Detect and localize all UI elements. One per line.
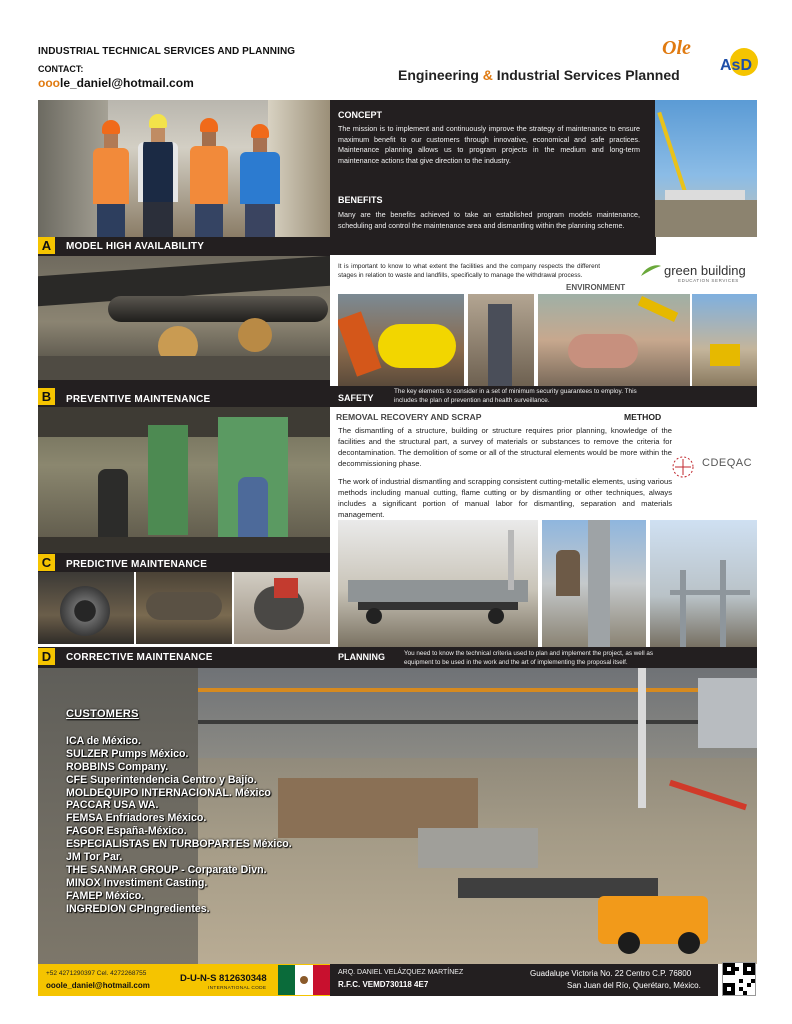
customer-item: JM Tor Par. <box>66 851 123 864</box>
tagline-part-b: Industrial Services Planned <box>492 67 680 83</box>
predictive-photo-2 <box>136 572 232 644</box>
footer-phones: +52 4271290397 Cel. 4272268755 <box>46 970 147 977</box>
band-b-letter: B <box>38 388 55 405</box>
environment-label: ENVIRONMENT <box>566 283 626 292</box>
email-rest: le_daniel@hotmail.com <box>60 76 194 90</box>
drill-press-photo <box>38 407 330 553</box>
logo-sub: AsD <box>720 57 753 74</box>
duns-intl-code: INTERNATIONAL CODE <box>208 986 267 991</box>
logo-text: Ole <box>662 37 691 59</box>
safety-label: SAFETY <box>338 393 374 403</box>
customer-item: MINOX Investiment Casting. <box>66 876 208 889</box>
green-logo-text: green building <box>664 263 746 278</box>
customer-item: MOLDEQUIPO INTERNACIONAL. México <box>66 786 271 799</box>
customers-title: CUSTOMERS <box>66 708 139 720</box>
band-d-label: CORRECTIVE MAINTENANCE <box>66 652 213 663</box>
scrap-truck-photo <box>338 520 538 647</box>
pipes-photo <box>38 256 330 388</box>
customer-item: ICA de México. <box>66 734 141 747</box>
email-prefix: ooo <box>38 76 60 90</box>
company-name: INDUSTRIAL TECHNICAL SERVICES AND PLANNING <box>38 46 296 57</box>
customer-item: INGREDION CPIngredientes. <box>66 902 210 915</box>
concept-title: CONCEPT <box>338 110 383 120</box>
header-email[interactable] <box>38 76 194 90</box>
crane-photo <box>655 100 757 237</box>
safety-text: The key elements to consider in a set of minimum security guarantees to employ. This includes the plan of prevention and health surveillance. <box>394 388 637 404</box>
customer-item: ROBBINS Company. <box>66 760 169 773</box>
environment-intro: It is important to know to what extent the facilities and the company respects the different stages in relation to waste and landfills, specifically to manage the withdrawal process. <box>338 263 600 279</box>
benefits-text: Many are the benefits achieved to take an established program models maintenance, scheduling and control the maintenance area and dismantling within the planning scheme. <box>338 210 640 230</box>
cdeqac-logo <box>668 452 758 482</box>
green-logo-sub: EDUCATION SERVICES <box>678 278 739 283</box>
footer-name: ARQ. DANIEL VELÁZQUEZ MARTÍNEZ <box>338 969 464 976</box>
customer-item: PACCAR USA WA. <box>66 799 159 812</box>
customer-item: FAGOR España-México. <box>66 825 187 838</box>
footer-address-1: Guadalupe Victoria No. 22 Centro C.P. 76800 <box>530 969 692 978</box>
steel-worker-photo <box>542 520 646 647</box>
qr-code-icon[interactable] <box>722 962 756 996</box>
contact-label: CONTACT: <box>38 64 84 74</box>
env-photo-3 <box>538 294 690 386</box>
leaf-icon <box>640 264 662 278</box>
planning-label: PLANNING <box>338 652 385 662</box>
method-label: METHOD <box>624 412 662 422</box>
tagline-amp: & <box>482 67 493 83</box>
band-a-label: MODEL HIGH AVAILABILITY <box>66 241 205 252</box>
footer-email[interactable]: ooole_daniel@hotmail.com <box>46 981 150 990</box>
customer-item: FEMSA Enfriadores México. <box>66 812 207 825</box>
concept-text: The mission is to implement and continuously improve the strategy of maintenance to ensure maximum benefit to our customers through innovative, economical and safe practices. Maintenance planning allows us to program projects in the medium and long-term maintenance actions that give direction to the industry. <box>338 124 640 165</box>
company-logo <box>660 36 760 80</box>
customer-item: FAMEP México. <box>66 889 145 902</box>
band-a-letter: A <box>38 237 55 254</box>
predictive-photo-1 <box>38 572 134 644</box>
planning-text: You need to know the technical criteria used to plan and implement the project, as well as equipment to be used in the work and the art of implementing the proposal itself. <box>404 650 653 666</box>
customer-item: CFE Superintendencia Centro y Bajío. <box>66 773 257 786</box>
steel-frame-photo <box>650 520 757 647</box>
env-photo-1 <box>338 294 464 386</box>
customers-list <box>66 708 292 916</box>
benefits-title: BENEFITS <box>338 195 383 205</box>
env-photo-4 <box>692 294 757 386</box>
duns-number: D-U-N-S 812630348 <box>180 973 267 984</box>
green-building-logo <box>638 262 758 286</box>
mexico-flag-icon <box>278 965 330 995</box>
band-d-letter: D <box>38 648 55 665</box>
cdeqac-emblem-icon <box>670 454 696 480</box>
customer-item: THE SANMAR GROUP - Corparate Divn. <box>66 863 267 876</box>
band-c-letter: C <box>38 554 55 571</box>
band-c-label: PREDICTIVE MAINTENANCE <box>66 559 208 570</box>
removal-text-2: The work of industrial dismantling and scrapping consistent cutting-metallic elements, using various methods including manual cutting, flame cutting or by dismantling or other techniques, always includes a significant portion of manual labor for dismantling, separation and materials management. <box>338 477 672 519</box>
env-photo-2 <box>468 294 534 386</box>
customer-item: ESPECIALISTAS EN TURBOPARTES México. <box>66 838 292 851</box>
band-a-lower <box>38 380 330 388</box>
footer-address-2: San Juan del Río, Querétaro, México. <box>567 981 701 990</box>
customer-item: SULZER Pumps México. <box>66 747 189 760</box>
predictive-photo-3 <box>234 572 330 644</box>
team-photo <box>38 100 330 237</box>
removal-text-1: The dismantling of a structure, building or structure requires prior planning, knowledge of the facilities and the structural part, a survey of materials or substances to remove the criteria for decontamination. The demolition of some or all of the structural elements would be more within the decommissioning phase. <box>338 426 672 468</box>
tagline <box>398 67 680 83</box>
removal-title: REMOVAL RECOVERY AND SCRAP <box>336 412 482 422</box>
footer-rfc: R.F.C. VEMD730118 4E7 <box>338 980 429 989</box>
band-b-label: PREVENTIVE MAINTENANCE <box>66 394 211 405</box>
cdeqac-text: CDEQAC <box>702 457 753 469</box>
tagline-part-a: Engineering <box>398 67 483 83</box>
